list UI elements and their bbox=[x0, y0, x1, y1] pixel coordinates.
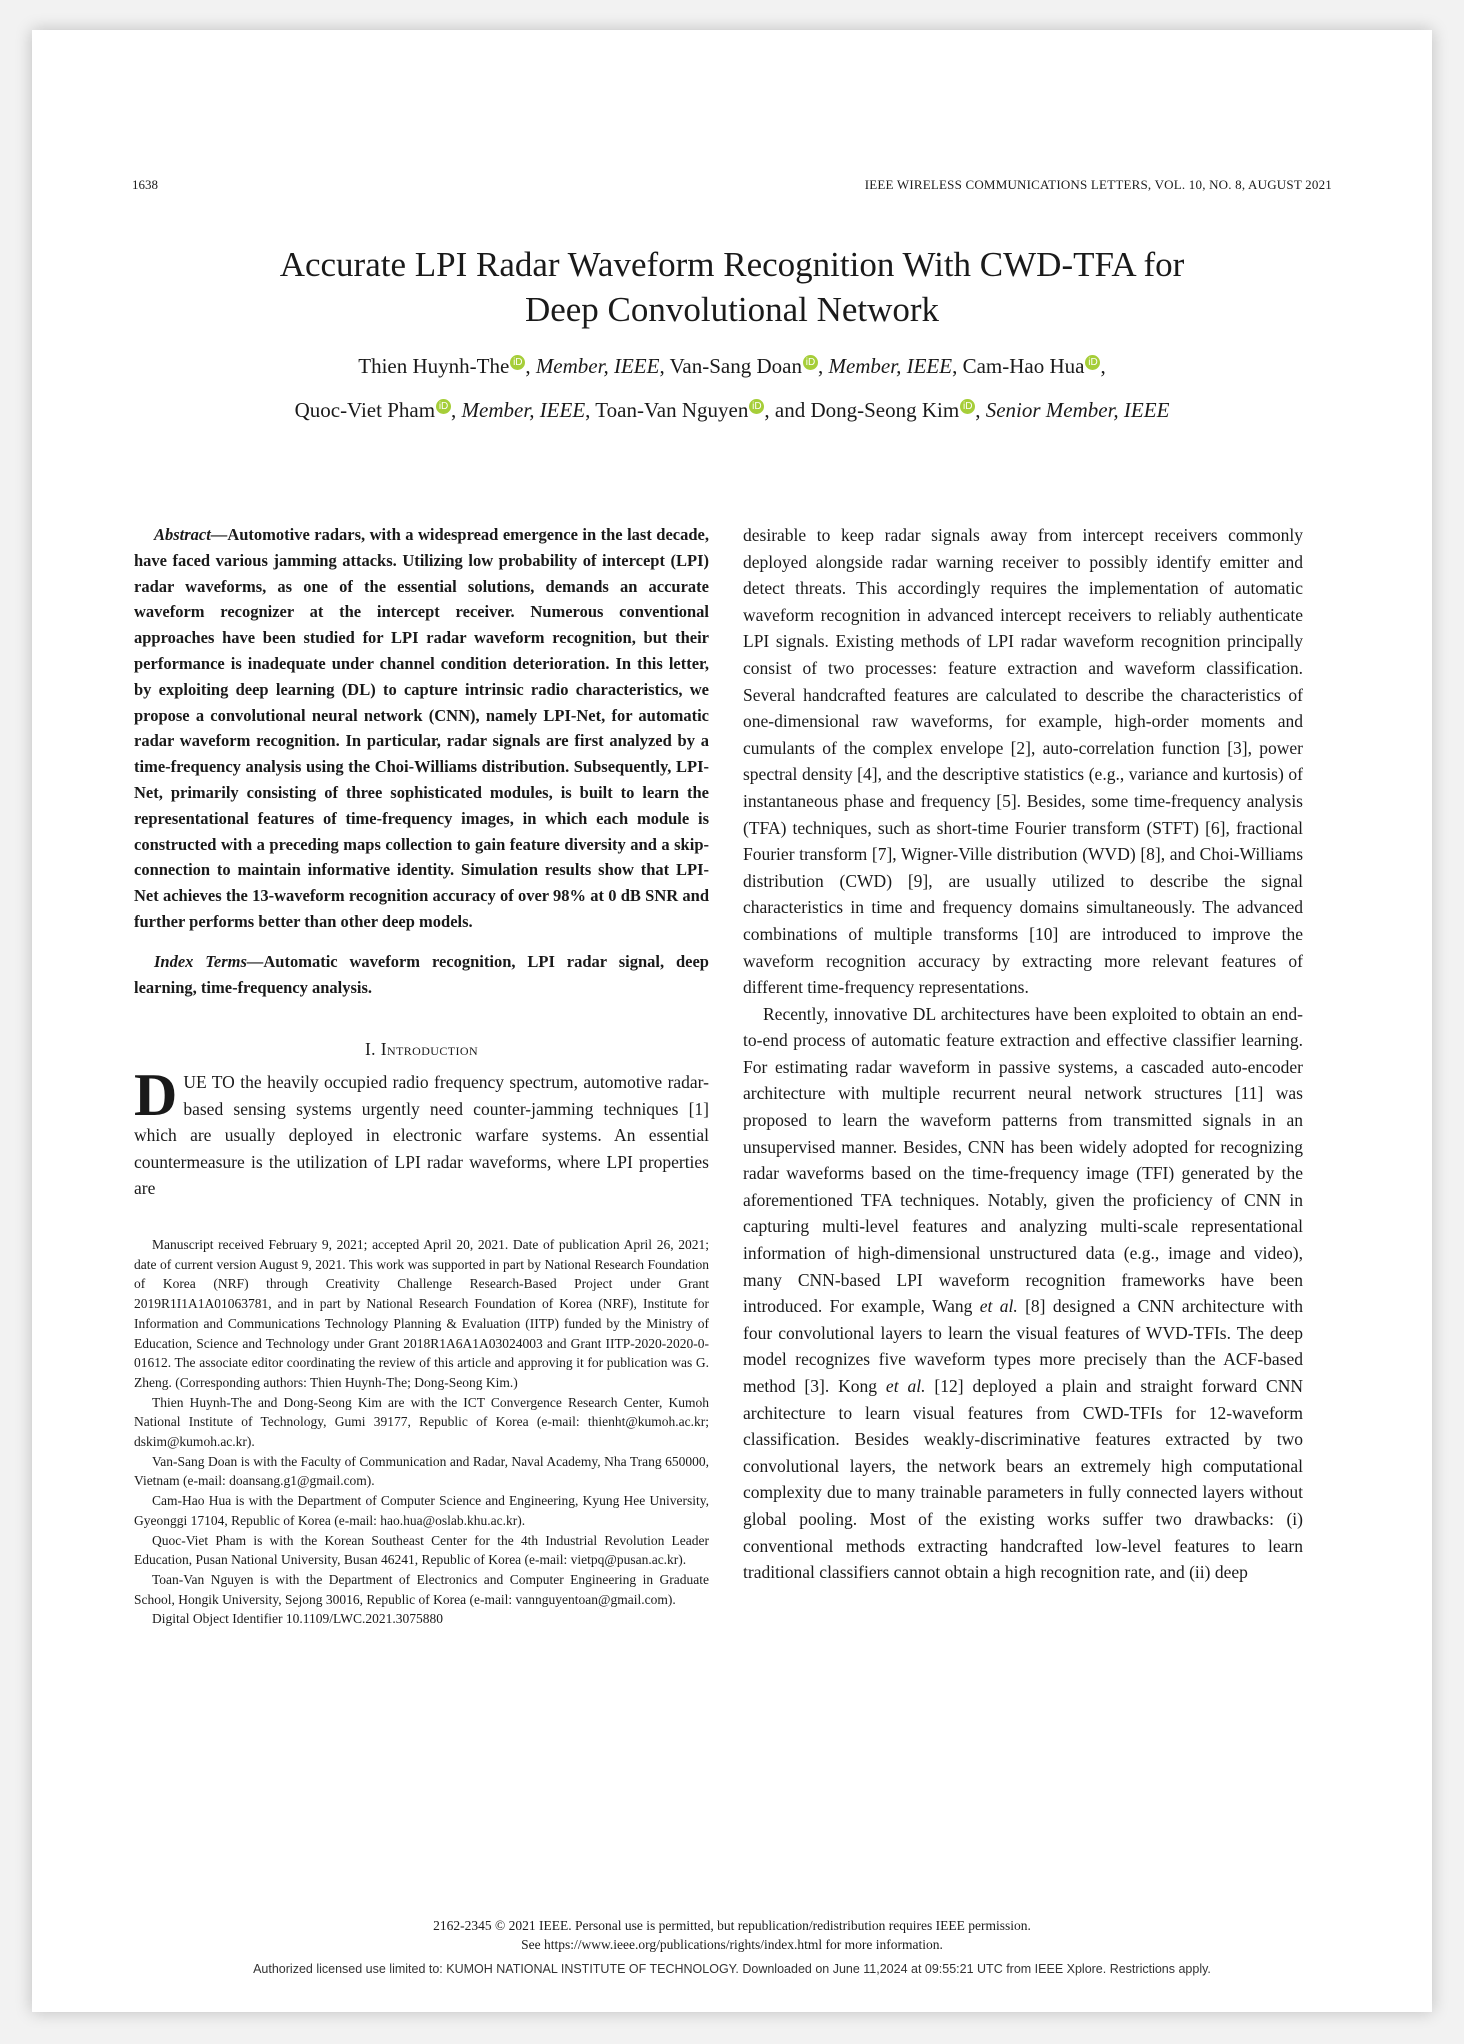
copyright-line-1: 2162-2345 © 2021 IEEE. Personal use is permitted, but republication/redistribution requires IEEE permission. bbox=[433, 1918, 1031, 1933]
index-terms bbox=[134, 949, 709, 1001]
copyright-line-2: See https://www.ieee.org/publications/rights/index.html for more information. bbox=[521, 1937, 943, 1952]
author-name: Dong-Seong Kim bbox=[810, 398, 960, 422]
author-name: Van-Sang Doan bbox=[669, 354, 802, 378]
left-column bbox=[134, 522, 709, 1202]
orcid-icon[interactable]: iD bbox=[803, 355, 818, 370]
abstract-label: Abstract— bbox=[154, 525, 228, 544]
body-paragraph: desirable to keep radar signals away from intercept receivers commonly deployed alongside radar warning receiver to possibly identify emitter and detect threats. This accordingly requires the implementation of automatic waveform recognition in advanced intercept receivers to reliably authenticate LPI signals. Existing methods of LPI radar waveform recognition principally consist of two processes: feature extraction and waveform classification. Several handcrafted features are calculated to describe the characteristics of one-dimensional raw waveforms, for example, high-order moments and cumulants of the complex envelope [2], auto-correlation function [3], power spectral density [4], and the descriptive statistics (e.g., variance and kurtosis) of instantaneous phase and frequency [5]. Besides, some time-frequency analysis (TFA) techniques, such as short-time Fourier transform (STFT) [6], fractional Fourier transform [7], Wigner-Ville distribution (WVD) [8], and Choi-Williams distribution (CWD) [9], are usually utilized to describe the signal characteristics in time and frequency domains simultaneously. The advanced combinations of multiple transforms [10] are introduced to improve the waveform recognition accuracy by extracting more relevant features of different time-frequency representations. bbox=[743, 525, 1303, 998]
paper-title bbox=[32, 242, 1432, 332]
orcid-icon[interactable]: iD bbox=[749, 399, 764, 414]
et-al: et al. bbox=[885, 1376, 926, 1396]
author-membership: Senior Member, IEEE bbox=[985, 398, 1170, 422]
title-line-2: Deep Convolutional Network bbox=[524, 290, 940, 329]
author-membership: Member, IEEE bbox=[535, 354, 660, 378]
footnote: Toan-Van Nguyen is with the Department of Electronics and Computer Engineering in Graduate School, Hongik University, Sejong 30016, Republic of Korea (e-mail: vannguyentoan@gmail.com). bbox=[134, 1571, 709, 1607]
footnote: Van-Sang Doan is with the Faculty of Communication and Radar, Naval Academy, Nha Trang 650000, Vietnam (e-mail: doansang.g1@gmail.com). bbox=[134, 1453, 709, 1489]
author-membership: Member, IEEE bbox=[828, 354, 953, 378]
author-line-2: Quoc-Viet Pham iD , Member, IEEE, Toan-Van Nguyen iD , and Dong-Seong Kim iD , Senior Member, IEEE bbox=[294, 398, 1170, 422]
abstract bbox=[134, 522, 709, 935]
footnote: Manuscript received February 9, 2021; accepted April 20, 2021. Date of publication April 26, 2021; date of current version August 9, 2021. This work was supported in part by National Research Foundation of Korea (NRF) through Creativity Challenge Research-Based Project under Grant 2019R1I1A1A01063781, and in part by National Research Foundation of Korea (NRF), Institute for Information and Communications Technology Planning & Evaluation (IITP) funded by the Ministry of Education, Science and Technology under Grant 2018R1A6A1A03024003 and Grant IITP-2020-2020-0-01612. The associate editor coordinating the review of this article and approving it for publication was G. Zheng. (Corresponding authors: Thien Huynh-The; Dong-Seong Kim.) bbox=[134, 1237, 709, 1390]
authorized-use-notice: Authorized licensed use limited to: KUMOH NATIONAL INSTITUTE OF TECHNOLOGY. Downloaded on June 11,2024 at 09:55:21 UTC from IEEE Xplore. Restrictions apply. bbox=[253, 1962, 1211, 1976]
body-paragraph bbox=[743, 1001, 1303, 1586]
index-terms-label: Index Terms— bbox=[154, 951, 264, 971]
copyright-notice bbox=[32, 1916, 1432, 1954]
dropcap: D bbox=[134, 1061, 178, 1128]
paper-page bbox=[32, 30, 1432, 2012]
body-text: Recently, innovative DL architectures have been exploited to obtain an end-to-end process of automatic feature extraction and effective classifier learning. For estimating radar waveform in passive systems, a cascaded auto-encoder architecture with multiple recurrent neural network structures [11] was proposed to learn the waveform patterns from transmitted signals in an unsupervised manner. Besides, CNN has been widely adopted for recognizing radar waveforms based on the time-frequency image (TFI) generated by the aforementioned TFA techniques. Notably, given the proficiency of CNN in capturing multi-level features and analyzing multi-scale representational information of high-dimensional unstructured data (e.g., image and video), many CNN-based LPI waveform recognition frameworks have been introduced. For example, Wang bbox=[743, 1003, 1303, 1317]
body-text: [12] deployed a plain and straight forward CNN architecture to learn visual features from CWD-TFIs for 12-waveform classification. Besides weakly-discriminative features extracted by two convolutional layers, the network bears an extremely high computational complexity due to many trainable parameters in fully connected layers without global pooling. Most of the existing works suffer two drawbacks: (i) conventional methods extracting handcrafted low-level features to learn traditional classifiers cannot obtain a high recognition rate, and (ii) deep bbox=[743, 1376, 1303, 1583]
orcid-icon[interactable]: iD bbox=[436, 399, 451, 414]
page-number: 1638 bbox=[132, 177, 158, 192]
et-al: et al. bbox=[979, 1296, 1018, 1317]
author-membership: Member, IEEE bbox=[461, 398, 586, 422]
author-name: Quoc-Viet Pham bbox=[294, 398, 436, 422]
section-heading bbox=[134, 1036, 709, 1063]
orcid-icon[interactable]: iD bbox=[1085, 355, 1100, 370]
abstract-text: Automotive radars, with a widespread emergence in the last decade, have faced various jamming attacks. Utilizing low probability of intercept (LPI) radar waveforms, as one of the essential solutions, demands an accurate waveform recognizer at the intercept receiver. Numerous conventional approaches have been studied for LPI radar waveform recognition, but their performance is inadequate under channel condition deterioration. In this letter, by exploiting deep learning (DL) to capture intrinsic radio characteristics, we propose a convolutional neural network (CNN), namely LPI-Net, for automatic radar waveform recognition. In particular, radar signals are first analyzed by a time-frequency analysis using the Choi-Williams distribution. Subsequently, LPI-Net, primarily consisting of three sophisticated modules, is built to learn the representational features of time-frequency images, in which each module is constructed with a preceding maps collection to gain feature diversity and a skip-connection to maintain informative identity. Simulation results show that LPI-Net achieves the 13-waveform recognition accuracy of over 98% at 0 dB SNR and further performs better than other deep models. bbox=[134, 525, 709, 931]
body-text: [8] designed a CNN architecture with four convolutional layers to learn the visual features of WVD-TFIs. The deep model recognizes five waveform types more precisely than the ACF-based method [3]. Kong bbox=[743, 1296, 1303, 1396]
journal-header: IEEE WIRELESS COMMUNICATIONS LETTERS, VOL. 10, NO. 8, AUGUST 2021 bbox=[864, 177, 1332, 192]
author-list bbox=[32, 344, 1432, 432]
title-line-1: Accurate LPI Radar Waveform Recognition With CWD-TFA for bbox=[279, 245, 1185, 284]
author-conjunction: and bbox=[774, 398, 806, 422]
section-number: I. bbox=[364, 1039, 376, 1060]
intro-text: UE TO the heavily occupied radio frequency spectrum, automotive radar-based sensing systems urgently need counter-jamming techniques [1] which are usually deployed in electronic warfare systems. An essential countermeasure is the utilization of LPI radar waveforms, where LPI properties are bbox=[134, 1071, 709, 1199]
index-terms-text: Automatic waveform recognition, LPI radar signal, deep learning, time-frequency analysis. bbox=[134, 951, 709, 997]
section-title: Introduction bbox=[380, 1039, 479, 1060]
author-name: Toan-Van Nguyen bbox=[595, 398, 749, 422]
intro-paragraph bbox=[134, 1061, 709, 1202]
footnote: Thien Huynh-The and Dong-Seong Kim are with the ICT Convergence Research Center, Kumoh National Institute of Technology, Gumi 39177, Republic of Korea (e-mail: thienht@kumoh.ac.kr; dskim@kumoh.ac.kr). bbox=[134, 1394, 709, 1450]
introduction bbox=[134, 1061, 709, 1202]
author-name: Thien Huynh-The bbox=[358, 354, 510, 378]
footnote: Cam-Hao Hua is with the Department of Computer Science and Engineering, Kyung Hee University, Gyeonggi 17104, Republic of Korea (e-mail: hao.hua@oslab.khu.ac.kr). bbox=[134, 1493, 709, 1528]
doi-footnote: Digital Object Identifier 10.1109/LWC.2021.3075880 bbox=[152, 1611, 443, 1627]
author-line-1: Thien Huynh-The iD , Member, IEEE, Van-Sang Doan iD , Member, IEEE, Cam-Hao Hua iD , bbox=[358, 354, 1106, 378]
footnotes bbox=[134, 1235, 709, 1629]
author-name: Cam-Hao Hua bbox=[962, 354, 1085, 378]
footnote: Quoc-Viet Pham is with the Korean Southeast Center for the 4th Industrial Revolution Leader Education, Pusan National University, Busan 46241, Republic of Korea (e-mail: vietpq@pusan.ac.kr). bbox=[134, 1532, 709, 1568]
right-column bbox=[743, 522, 1303, 1586]
orcid-icon[interactable]: iD bbox=[510, 355, 525, 370]
orcid-icon[interactable]: iD bbox=[960, 399, 975, 414]
